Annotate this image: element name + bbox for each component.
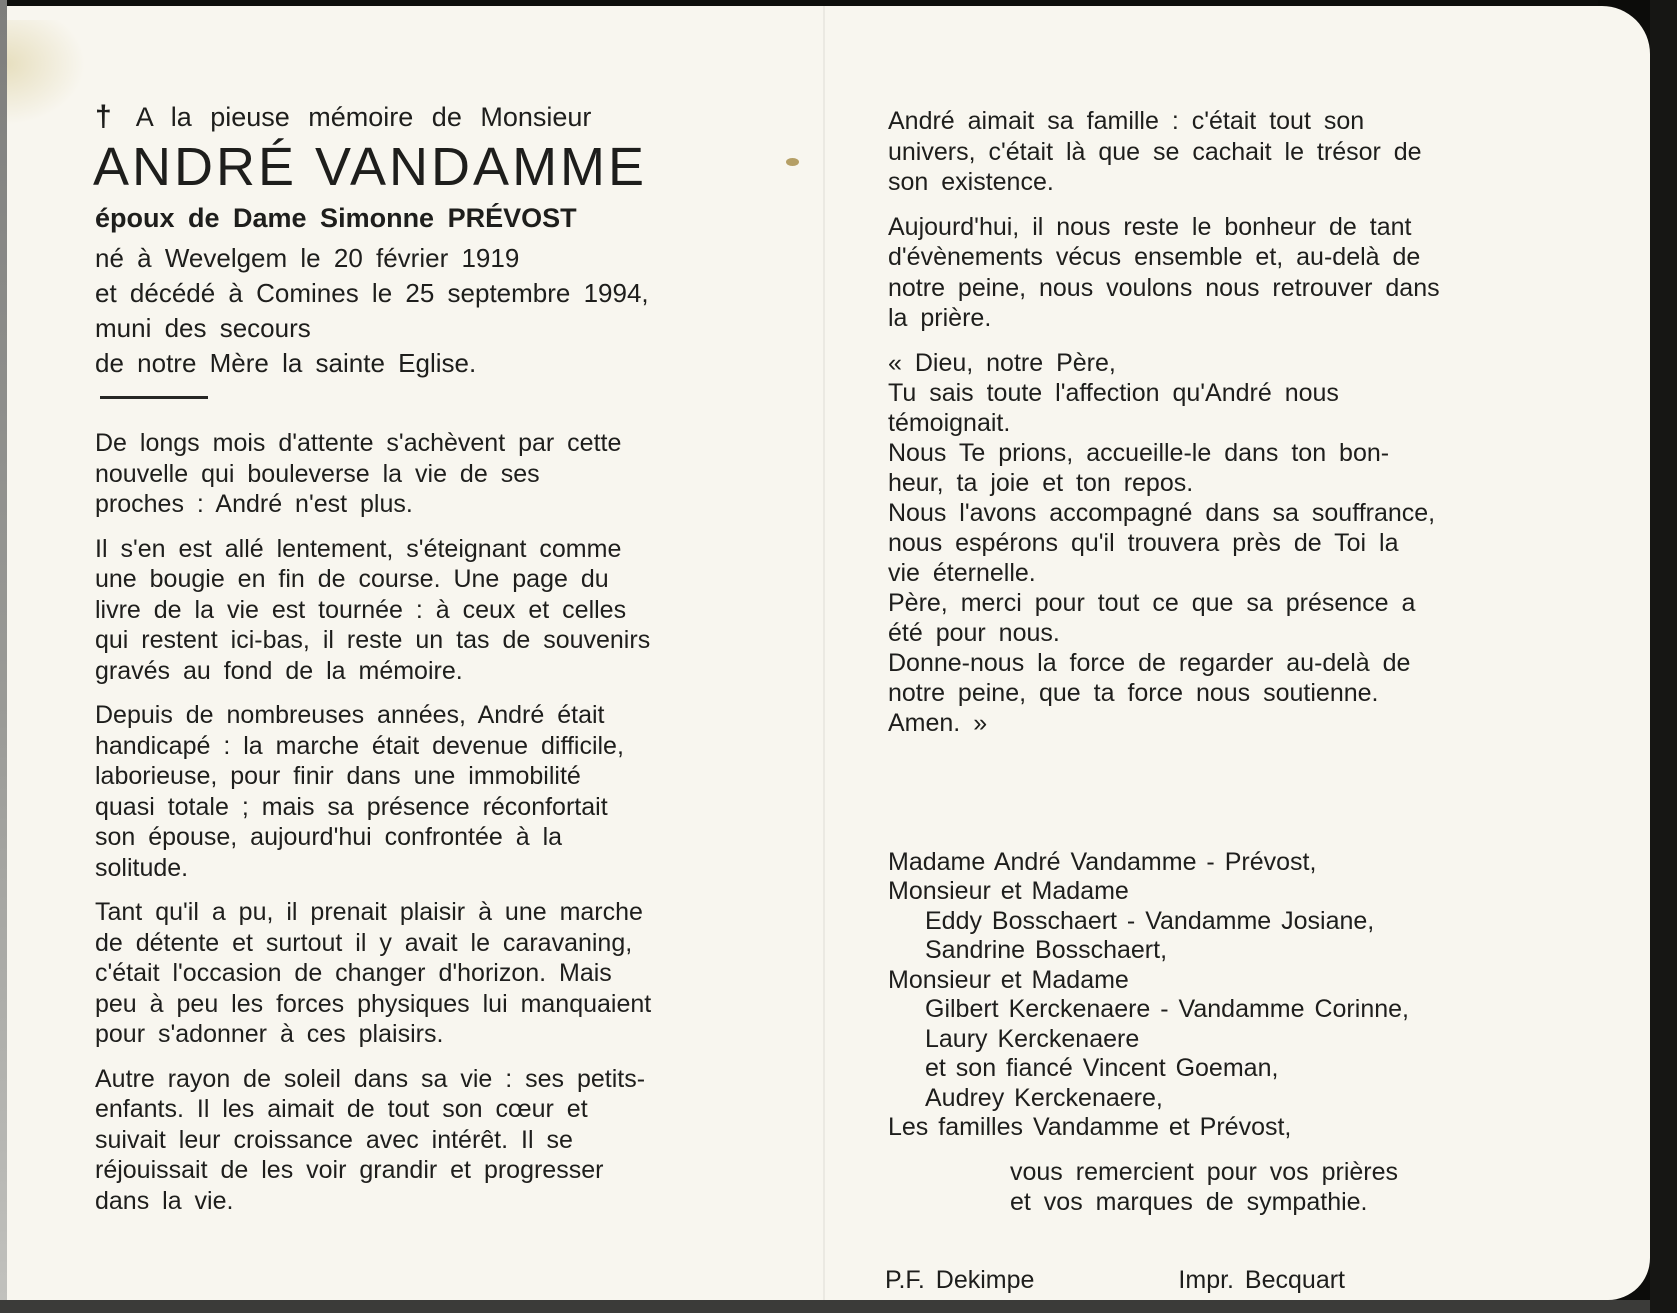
obituary-line: André aimait sa famille : c'était tout son	[888, 107, 1365, 135]
obituary-line: dans la vie.	[95, 1186, 234, 1215]
obituary-line: Il s'en est allé lentement, s'éteignant comme	[95, 534, 622, 563]
obituary-line: nouvelle qui bouleverse la vie de ses	[95, 459, 540, 488]
birth-death-line: muni des secours	[95, 313, 311, 343]
obituary-line: suivait leur croissance avec intérêt. Il se	[95, 1125, 573, 1154]
left-page-obituary	[95, 428, 651, 1230]
obituary-line: peu à peu les forces physiques lui manquaient	[95, 989, 652, 1018]
memorial-heading	[95, 100, 591, 134]
paragraph	[888, 212, 1440, 334]
obituary-line: univers, c'était là que se cachait le trésor de	[888, 137, 1422, 166]
obituary-line: la prière.	[888, 304, 992, 332]
deceased-name: ANDRÉ VANDAMME	[93, 137, 648, 197]
obituary-line: livre de la vie est tournée : à ceux et celles	[95, 595, 627, 624]
family-member-line: Sandrine Bosschaert,	[925, 936, 1168, 964]
obituary-line: notre peine, nous voulons nous retrouver dans	[888, 273, 1440, 302]
obituary-line: pour s'adonner à ces plaisirs.	[95, 1020, 444, 1048]
acknowledgement-line: vous remercient pour vos prières	[1010, 1157, 1399, 1186]
prayer-block	[888, 348, 1440, 738]
obituary-line: d'évènements vécus ensemble et, au-delà de	[888, 243, 1421, 271]
birth-death-line: né à Wevelgem le 20 février 1919	[95, 243, 520, 273]
prayer-line: Nous l'avons accompagné dans sa souffrance,	[888, 498, 1436, 527]
scan-edge-right	[1650, 0, 1677, 1313]
prayer-line: Père, merci pour tout ce que sa présence a	[888, 588, 1416, 617]
birth-death-lines	[95, 241, 649, 381]
family-member-line: Laury Kerckenaere	[925, 1024, 1140, 1053]
prayer-line: nous espérons qu'il trouvera près de Toi la	[888, 528, 1399, 557]
paragraph	[95, 1064, 651, 1217]
family-list	[888, 848, 1440, 1143]
obituary-line: Aujourd'hui, il nous reste le bonheur de tant	[888, 212, 1412, 241]
obituary-line: proches : André n'est plus.	[95, 490, 413, 518]
prayer-line: heur, ta joie et ton repos.	[888, 468, 1194, 497]
family-member-line: Monsieur et Madame	[888, 965, 1129, 994]
family-member-line: Madame André Vandamme - Prévost,	[888, 847, 1317, 876]
obituary-line: Tant qu'il a pu, il prenait plaisir à une marche	[95, 898, 643, 926]
paper-speck	[786, 158, 799, 166]
family-member-line: Monsieur et Madame	[888, 877, 1129, 905]
obituary-line: une bougie en fin de course. Une page du	[95, 565, 609, 593]
scan-edge-top	[0, 0, 1677, 6]
prayer-line: témoignait.	[888, 408, 1011, 437]
family-member-line: et son fiancé Vincent Goeman,	[925, 1054, 1279, 1082]
scan-edge-left	[0, 0, 7, 1313]
obituary-line: gravés au fond de la mémoire.	[95, 656, 463, 685]
obituary-line: Autre rayon de soleil dans sa vie : ses petits-	[95, 1064, 646, 1093]
obituary-line: c'était l'occasion de changer d'horizon. Mais	[95, 959, 612, 987]
paragraph	[95, 428, 651, 520]
obituary-line: solitude.	[95, 853, 189, 882]
right-page-obituary	[888, 106, 1440, 334]
prayer-line: « Dieu, notre Père,	[888, 348, 1116, 377]
prayer-line: Amen. »	[888, 708, 988, 737]
birth-death-line: et décédé à Comines le 25 septembre 1994,	[95, 278, 649, 308]
obituary-line: réjouissait de les voir grandir et progresser	[95, 1156, 604, 1184]
memorial-heading-text: A la pieuse mémoire de Monsieur	[135, 102, 592, 132]
paragraph	[95, 700, 651, 883]
prayer-line: Donne-nous la force de regarder au-delà de	[888, 648, 1411, 677]
paragraph	[95, 897, 651, 1050]
obituary-line: handicapé : la marche était devenue difficile,	[95, 731, 624, 760]
obituary-line: laborieuse, pour finir dans une immobilité	[95, 762, 581, 790]
scan-edge-bottom	[0, 1300, 1677, 1313]
credits-row	[885, 1266, 1345, 1295]
funeral-home-credit: P.F. Dekimpe	[885, 1266, 1035, 1294]
right-page-content	[888, 106, 1440, 1217]
obituary-line: De longs mois d'attente s'achèvent par cette	[95, 429, 622, 457]
family-member-line: Gilbert Kerckenaere - Vandamme Corinne,	[925, 995, 1409, 1023]
obituary-line: de détente et surtout il y avait le caravaning,	[95, 928, 633, 957]
obituary-line: son existence.	[888, 168, 1054, 196]
obituary-line: Depuis de nombreuses années, André était	[95, 701, 605, 729]
separator-rule	[100, 396, 208, 399]
prayer-line: Nous Te prions, accueille-le dans ton bon-	[888, 438, 1390, 467]
prayer-line: été pour nous.	[888, 618, 1060, 647]
paragraph	[95, 534, 651, 687]
prayer-line: Tu sais toute l'affection qu'André nous	[888, 378, 1339, 407]
prayer-line: notre peine, que ta force nous soutienne.	[888, 678, 1379, 707]
family-member-line: Les familles Vandamme et Prévost,	[888, 1113, 1292, 1141]
prayer-line: vie éternelle.	[888, 558, 1036, 587]
acknowledgement	[888, 1157, 1440, 1217]
family-member-line: Audrey Kerckenaere,	[925, 1083, 1163, 1112]
spouse-line: époux de Dame Simonne PRÉVOST	[95, 203, 577, 233]
printer-credit: Impr. Becquart	[1178, 1266, 1345, 1294]
cross-icon: †	[95, 100, 112, 133]
birth-death-line: de notre Mère la sainte Eglise.	[95, 348, 477, 378]
acknowledgement-line: et vos marques de sympathie.	[1010, 1187, 1368, 1216]
paper-stain	[0, 20, 92, 130]
paragraph	[888, 106, 1440, 198]
obituary-line: quasi totale ; mais sa présence réconfortait	[95, 792, 608, 821]
obituary-line: son épouse, aujourd'hui confrontée à la	[95, 823, 563, 851]
obituary-line: enfants. Il les aimait de tout son cœur et	[95, 1095, 588, 1123]
page-fold-line	[823, 6, 825, 1300]
obituary-line: qui restent ici-bas, il reste un tas de souvenirs	[95, 626, 651, 654]
family-member-line: Eddy Bosschaert - Vandamme Josiane,	[925, 906, 1375, 935]
